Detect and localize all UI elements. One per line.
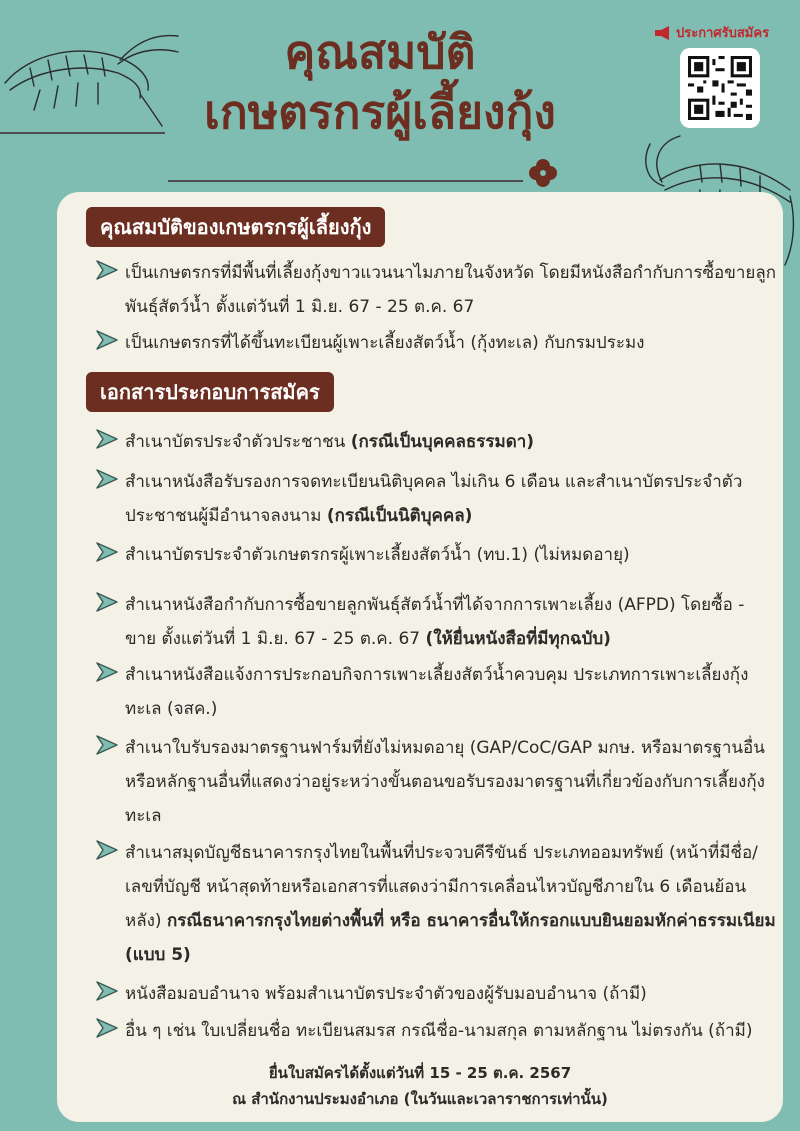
- announcement-badge: [654, 22, 769, 43]
- list-item-text: สำเนาหนังสือแจ้งการประกอบกิจการเพาะเลี้ยงสัตว์น้ำควบคุม ประเภทการเพาะเลี้ยงกุ้งทะเล (จสค.): [125, 665, 749, 719]
- section-heading-qualifications: คุณสมบัติของเกษตรกรผู้เลี้ยงกุ้ง: [86, 207, 385, 247]
- footer-location: ณ สำนักงานประมงอำเภอ (ในวันและเวลาราชการเท่านั้น): [232, 1090, 608, 1108]
- list-item-emphasis: กรณีธนาคารกรุงไทยต่างพื้นที่ หรือ ธนาคารอื่นให้กรอกแบบยินยอมหักค่าธรรมเนียม (แบบ 5): [125, 911, 776, 965]
- flower-ornament-icon: [528, 158, 558, 188]
- arrow-bullet-icon: [95, 1017, 119, 1039]
- list-item: [95, 658, 779, 726]
- list-item: [95, 256, 779, 324]
- list-item: [95, 538, 779, 572]
- list-item-text: อื่น ๆ เช่น ใบเปลี่ยนชื่อ ทะเบียนสมรส กรณีชื่อ-นามสกุล ตามหลักฐาน ไม่ตรงกัน (ถ้ามี): [125, 1021, 753, 1041]
- arrow-bullet-icon: [95, 839, 119, 861]
- qr-code-icon: [688, 56, 752, 120]
- list-item-text: สำเนาบัตรประจำตัวประชาชน: [125, 432, 351, 452]
- title-divider: [168, 180, 523, 182]
- list-item: [95, 977, 779, 1011]
- list-item-text: หนังสือมอบอำนาจ พร้อมสำเนาบัตรประจำตัวของผู้รับมอบอำนาจ (ถ้ามี): [125, 984, 647, 1004]
- footer-note: [57, 1060, 783, 1112]
- arrow-bullet-icon: [95, 980, 119, 1002]
- list-item-text: สำเนาสมุดบัญชีธนาคารกรุงไทยในพื้นที่ประจวบคีรีขันธ์ ประเภทออมทรัพย์ (หน้าที่มีชื่อ/เลขที่บัญชี หน้าสุดท้ายหรือเอกสารที่แสดงว่ามีการเคลื่อนไหวบัญชีภายใน 6 เดือนย้อนหลัง): [125, 843, 758, 931]
- arrow-bullet-icon: [95, 468, 119, 490]
- list-item-text: สำเนาใบรับรองมาตรฐานฟาร์มที่ยังไม่หมดอายุ (GAP/CoC/GAP มกษ. หรือมาตรฐานอื่น หรือหลักฐานอื่นที่แสดงว่าอยู่ระหว่างขั้นตอนขอรับรองมาตรฐานที่เกี่ยวข้องกับการเลี้ยงกุ้งทะเล: [125, 738, 765, 826]
- list-item-emphasis: (กรณีเป็นนิติบุคคล): [326, 506, 473, 526]
- list-item: [95, 326, 779, 360]
- list-item: [95, 465, 779, 533]
- arrow-bullet-icon: [95, 428, 119, 450]
- list-item-emphasis: (ให้ยื่นหนังสือที่มีทุกฉบับ): [425, 629, 611, 649]
- page-title-line1: คุณสมบัติ: [284, 25, 476, 79]
- title-block: [150, 22, 610, 142]
- arrow-bullet-icon: [95, 661, 119, 683]
- list-item: [95, 731, 779, 833]
- list-item: [95, 588, 779, 656]
- qr-code[interactable]: [680, 48, 760, 128]
- list-item: [95, 1014, 779, 1048]
- title-divider: [0, 132, 165, 134]
- arrow-bullet-icon: [95, 329, 119, 351]
- footer-date: ยื่นใบสมัครได้ตั้งแต่วันที่ 15 - 25 ต.ค. 2567: [268, 1064, 572, 1082]
- megaphone-icon: [654, 26, 672, 40]
- arrow-bullet-icon: [95, 591, 119, 613]
- arrow-bullet-icon: [95, 259, 119, 281]
- list-item-text: เป็นเกษตรกรที่ได้ขึ้นทะเบียนผู้เพาะเลี้ยงสัตว์น้ำ (กุ้งทะเล) กับกรมประมง: [125, 333, 645, 353]
- page-title-line2: เกษตรกรผู้เลี้ยงกุ้ง: [204, 85, 556, 139]
- badge-label: ประกาศรับสมัคร: [676, 26, 770, 41]
- arrow-bullet-icon: [95, 541, 119, 563]
- list-item-text: สำเนาหนังสือกำกับการซื้อขายลูกพันธุ์สัตว์น้ำที่ได้จากการเพาะเลี้ยง (AFPD) โดยซื้อ - ขาย ตั้งแต่วันที่ 1 มิ.ย. 67 - 25 ต.ค. 67: [125, 595, 745, 649]
- list-item: [95, 425, 779, 459]
- list-item-text: สำเนาบัตรประจำตัวเกษตรกรผู้เพาะเลี้ยงสัตว์น้ำ (ทบ.1) (ไม่หมดอายุ): [125, 545, 630, 565]
- list-item-text: เป็นเกษตรกรที่มีพื้นที่เลี้ยงกุ้งขาวแวนนาไมภายในจังหวัด โดยมีหนังสือกำกับการซื้อขายลูกพันธุ์สัตว์น้ำ ตั้งแต่วันที่ 1 มิ.ย. 67 - 25 ต.ค. 67: [125, 263, 777, 317]
- section-heading-documents: เอกสารประกอบการสมัคร: [86, 372, 334, 412]
- arrow-bullet-icon: [95, 734, 119, 756]
- list-item-emphasis: (กรณีเป็นบุคคลธรรมดา): [350, 432, 535, 452]
- list-item-text: สำเนาหนังสือรับรองการจดทะเบียนนิติบุคคล ไม่เกิน 6 เดือน และสำเนาบัตรประจำตัวประชาชนผู้มีอำนาจลงนาม: [125, 472, 743, 526]
- list-item: [95, 836, 779, 972]
